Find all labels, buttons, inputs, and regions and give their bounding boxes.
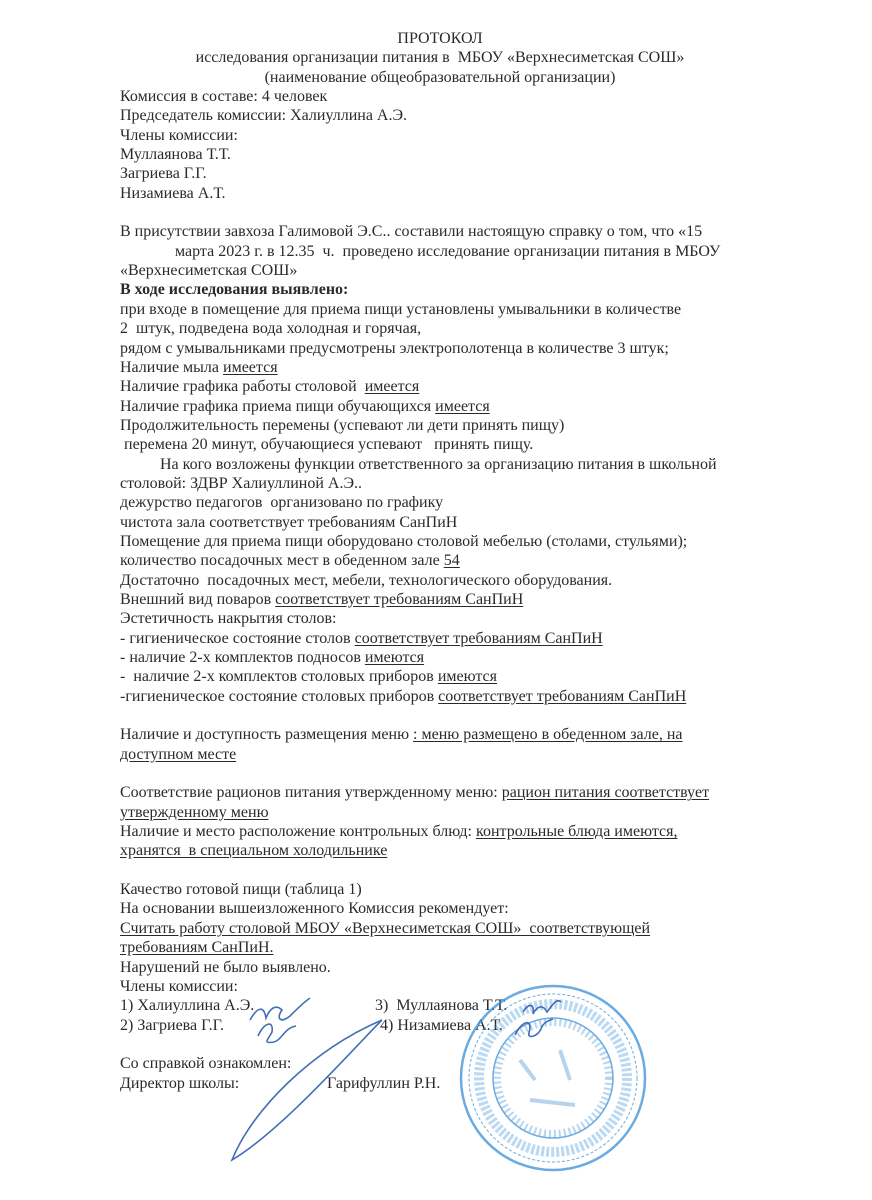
finding-trays: - наличие 2-х комплектов подносов имеются [120,649,425,666]
finding-break: Продолжительность перемены (успевают ли дети принять пищу) [120,416,565,434]
conclusion: требованиям СанПиН. [120,939,274,957]
finding-recommend: На основании вышеизложенного Комиссия рекомендует: [120,900,509,918]
finding-soap: Наличие мыла имеется [120,358,278,376]
finding-responsible: На кого возложены функции ответственного за организацию питания в школьной [160,455,717,473]
finding-menu: доступном месте [120,745,237,763]
finding-responsible: столовой: ЗДВР Халиуллиной А.Э.. [120,474,363,492]
finding-cooks: Внешний вид поваров соответствует требованиям СанПиН [120,590,524,608]
director-row: Директор школы: Гарифуллин Р.Н. [120,1074,441,1092]
commission-chair: Председатель комиссии: Халиуллина А.Э. [120,107,408,125]
document-subtitle-note: (наименование общеобразовательной организации) [264,68,616,86]
finding-meal-schedule: Наличие графика приема пищи обучающихся имеется [120,397,490,415]
acquainted-label: Со справкой ознакомлен: [120,1055,292,1073]
document-subtitle: исследования организации питания в МБОУ «Верхнесиметская СОШ» [195,49,685,67]
finding-cutlery: - наличие 2-х комплектов столовых приборов имеются [120,668,498,686]
finding-ration: Соответствие рационов питания утвержденному меню: рацион питания соответствует [120,784,710,802]
intro-line: В присутствии завхоза Галимовой Э.С.. составили настоящую справку о том, что «15 [120,223,703,241]
intro-line: марта 2023 г. в 12.35 ч. проведено исследование организации питания в МБОУ [175,242,721,260]
protocol-document [120,29,760,1093]
finding-quality: Качество готовой пищи (таблица 1) [120,881,362,899]
finding-cleanliness: чистота зала соответствует требованиям СанПиН [120,513,458,531]
finding-towels: рядом с умывальниками предусмотрены электрополотенца в количестве 3 штук; [120,339,669,357]
commission-member: Загриева Г.Г. [120,165,207,183]
commission-members-label: Члены комиссии: [120,126,238,144]
finding-seats: количество посадочных мест в обеденном зале 54 [120,552,460,570]
commission-member: Муллаянова Т.Т. [120,146,231,164]
finding-schedule: Наличие графика работы столовой имеется [120,378,420,396]
finding-cutlery-hygiene: -гигиеническое состояние столовых приборов соответствует требованиям СанПиН [120,687,687,705]
finding-ration: утвержденному меню [120,803,269,821]
intro-line: «Верхнесиметская СОШ» [120,262,298,280]
commission-member: Низамиева А.Т. [120,184,226,202]
finding-control: хранятся в специальном холодильнике [120,842,388,860]
finding-duty: дежурство педагогов организовано по графику [120,494,444,512]
no-violations: Нарушений не было выявлено. [120,958,331,976]
commission-size: Комиссия в составе: 4 человек [120,88,328,106]
finding-break-value: перемена 20 минут, обучающиеся успевают принять пищу. [120,436,534,454]
signatures-label: Члены комиссии: [120,977,238,995]
finding-wash: при входе в помещение для приема пищи установлены умывальники в количестве [120,300,682,318]
signature-row: 1) Халиуллина А.Э. 3) Муллаянова Т.Т. [120,997,508,1015]
finding-aesthetics: Эстетичность накрытия столов: [120,610,337,628]
finding-tables: - гигиеническое состояние столов соответствует требованиям СанПиН [120,629,603,647]
findings-heading: В ходе исследования выявлено: [120,281,349,299]
finding-furniture: Помещение для приема пищи оборудовано столовой мебелью (столами, стульями); [120,532,688,550]
finding-wash: 2 штук, подведена вода холодная и горячая, [120,320,422,338]
document-title: ПРОТОКОЛ [397,30,483,47]
finding-control: Наличие и место расположение контрольных блюд: контрольные блюда имеются, [120,823,678,841]
finding-menu: Наличие и доступность размещения меню : меню размещено в обеденном зале, на [120,726,683,744]
signature-row: 2) Загриева Г.Г. 4) Низамиева А.Т. [120,1016,503,1034]
finding-sufficient: Достаточно посадочных мест, мебели, технологического оборудования. [120,571,613,589]
conclusion: Считать работу столовой МБОУ «Верхнесиметская СОШ» соответствующей [120,919,651,937]
